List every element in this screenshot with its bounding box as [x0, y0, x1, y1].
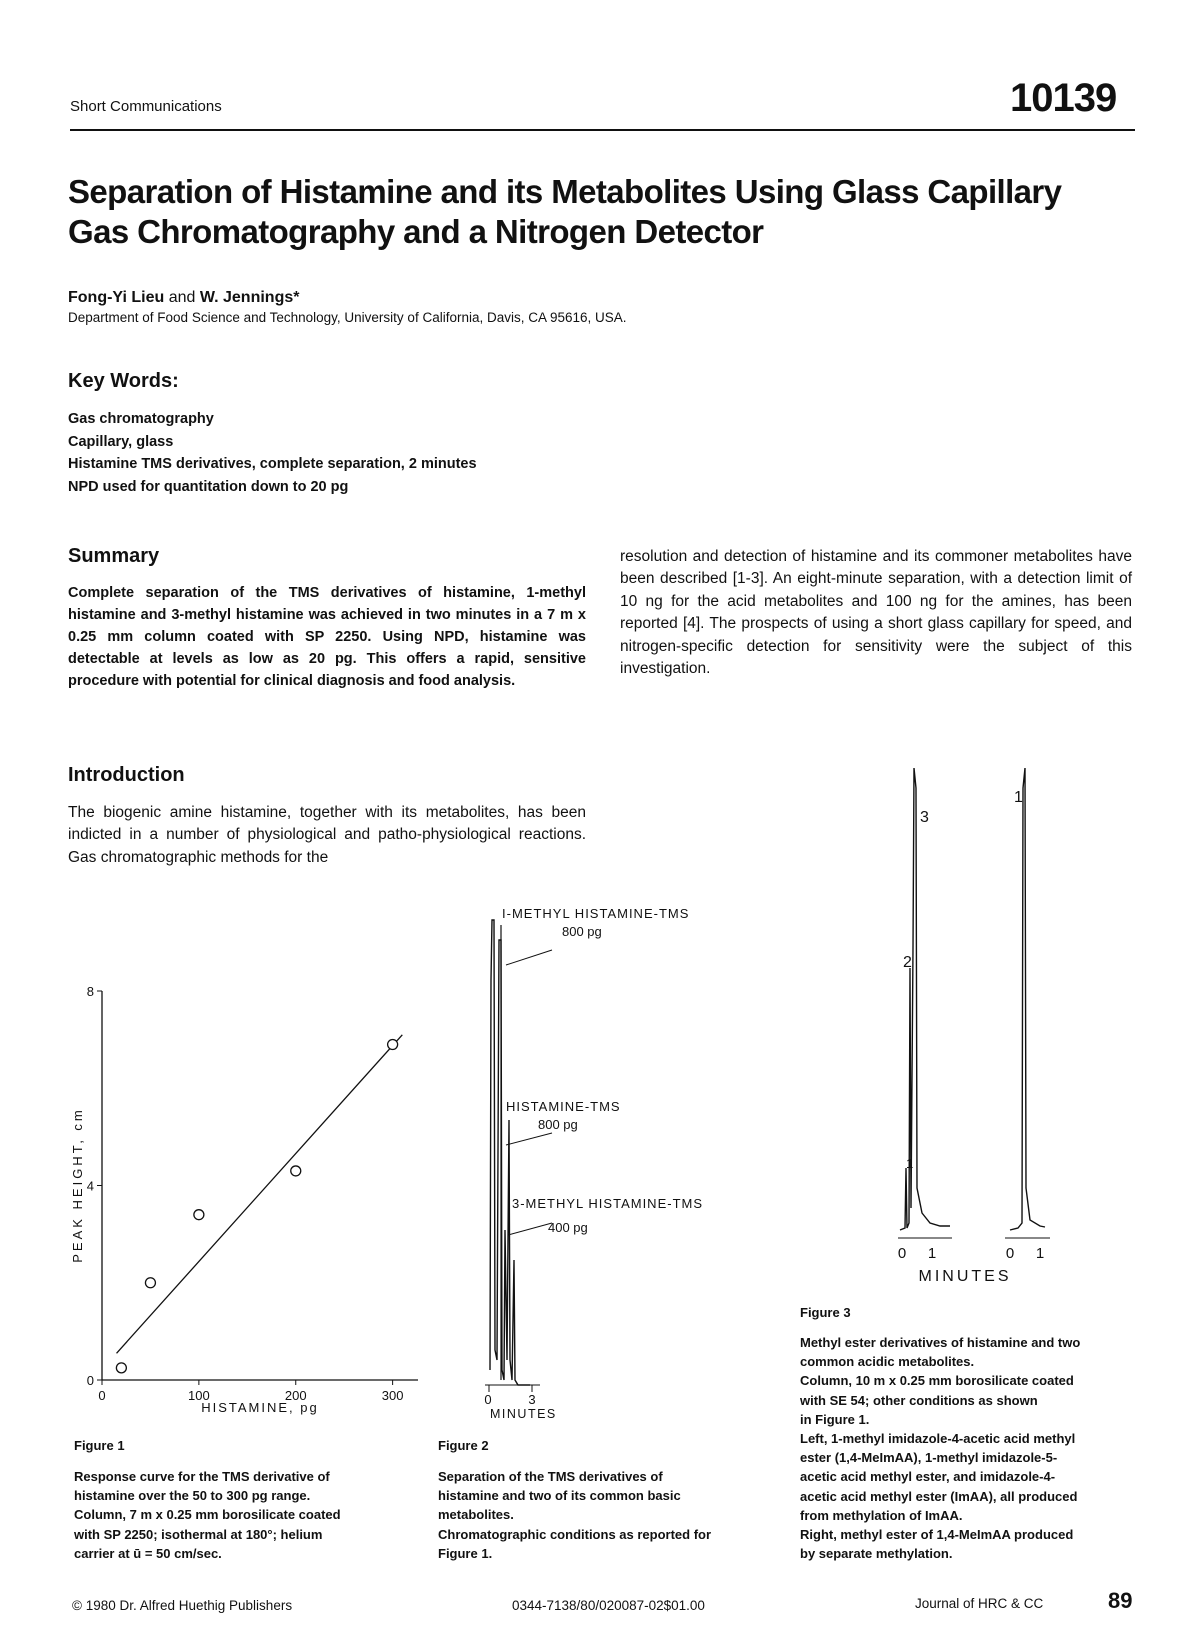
keyword-item: Histamine TMS derivatives, complete separation, 2 minutes	[68, 456, 477, 472]
affiliation: Department of Food Science and Technology, University of California, Davis, CA 95616, USA.	[68, 310, 627, 325]
running-header: Short Communications	[70, 98, 222, 115]
keyword-item: Gas chromatography	[68, 411, 214, 427]
figure-1-chart	[60, 975, 430, 1415]
chromatogram-trace-right	[1010, 768, 1045, 1230]
figure-3-label: Figure 3	[800, 1305, 851, 1320]
figure-3-chromatograms	[880, 768, 1080, 1298]
x-axis-label: HISTAMINE, pg	[201, 1400, 319, 1415]
annotation-arrow	[508, 1223, 552, 1235]
data-point	[291, 1166, 301, 1176]
footer-code: 0344-7138/80/020087-02$01.00	[512, 1598, 705, 1613]
peak-label: 3	[920, 809, 929, 826]
x-tick-label: 0	[484, 1392, 492, 1407]
x-axis-label: MINUTES	[490, 1407, 557, 1420]
introduction-heading: Introduction	[68, 764, 185, 786]
caption-line: Methyl ester derivatives of histamine and two	[800, 1335, 1081, 1350]
figure-3-caption	[800, 1333, 1140, 1563]
title-line-1: Separation of Histamine and its Metabolites Using Glass Capillary	[68, 173, 1062, 210]
data-point	[194, 1210, 204, 1220]
caption-line: acetic acid methyl ester (ImAA), all produced	[800, 1488, 1078, 1504]
caption-line: carrier at ū = 50 cm/sec.	[74, 1545, 222, 1561]
figure-1-label: Figure 1	[74, 1438, 125, 1453]
annotation-arrow	[506, 950, 552, 965]
caption-line: Figure 1.	[438, 1545, 493, 1561]
author-1: Fong-Yi Lieu	[68, 289, 165, 306]
x-tick-label: 200	[284, 1388, 307, 1403]
x-tick-label: 0	[897, 1245, 907, 1262]
summary-heading: Summary	[68, 545, 160, 567]
authors	[68, 289, 299, 307]
caption-line: common acidic metabolites.	[800, 1354, 975, 1370]
figure-2-label: Figure 2	[438, 1438, 489, 1453]
peak-label: 1	[906, 1156, 914, 1171]
caption-line: by separate methylation.	[800, 1546, 953, 1562]
right-column-text: resolution and detection of histamine and its commoner metabolites have been described [1-3]. An eight-minute separation, with a detection limit of 10 ng for the acid metabolites and 100 ng for the amines, has been reported [4]. The prospects of using a short glass capillary for speed, and nitrogen-specific detection for sensitivity were the subject of this investigation.	[620, 548, 1132, 678]
caption-line: ester (1,4-MeImAA), 1-methyl imidazole-5-	[800, 1450, 1058, 1466]
fit-line	[117, 1035, 403, 1353]
peak-annotation-line1: I-METHYL HISTAMINE-TMS	[502, 906, 690, 921]
peak-label: 2	[903, 954, 912, 971]
y-tick-label: 4	[86, 1178, 94, 1194]
caption-line: histamine over the 50 to 300 pg range.	[74, 1488, 311, 1504]
data-point	[116, 1363, 126, 1373]
peak-annotation-line2: 400 pg	[548, 1220, 588, 1235]
keywords-heading: Key Words:	[68, 370, 179, 392]
keywords-list	[68, 408, 477, 498]
peak-annotation-line2: 800 pg	[538, 1117, 578, 1132]
y-axis-label: PEAK HEIGHT, cm	[70, 1107, 85, 1263]
caption-line: with SE 54; other conditions as shown	[800, 1392, 1038, 1408]
caption-line: Chromatographic conditions as reported for	[438, 1526, 712, 1542]
peak-annotation-line2: 800 pg	[562, 924, 602, 939]
y-tick-label: 0	[86, 1373, 94, 1388]
caption-line: metabolites.	[438, 1507, 514, 1523]
caption-line: acetic acid methyl ester, and imidazole-4-	[800, 1469, 1056, 1485]
footer-copyright: © 1980 Dr. Alfred Huethig Publishers	[72, 1598, 293, 1613]
x-tick-label: 0	[98, 1388, 106, 1403]
keyword-item: NPD used for quantitation down to 20 pg	[68, 478, 349, 495]
x-axis-label: MINUTES	[918, 1268, 1012, 1285]
figure-2-chromatogram	[470, 880, 760, 1420]
keyword-item: Capillary, glass	[68, 433, 174, 450]
caption-line: Right, methyl ester of 1,4-MeImAA produced	[800, 1527, 1074, 1543]
figure-2-caption	[438, 1467, 778, 1563]
data-point	[145, 1278, 155, 1288]
summary-text: Complete separation of the TMS derivatives of histamine, 1-methyl histamine and 3-methyl histamine was achieved in two minutes in a 7 m x 0.25 mm column coated with SP 2250. Using NPD, histamine was detectable at levels as low as 20 pg. This offers a rapid, sensitive procedure with potential for clinical diagnosis and food analysis.	[68, 585, 586, 689]
caption-line: histamine and two of its common basic	[438, 1488, 681, 1504]
introduction-text: The biogenic amine histamine, together with its metabolites, has been indicted in a number of physiological and patho-physiological reactions. Gas chromatographic methods for the	[68, 804, 586, 866]
x-tick-label: 0	[1005, 1245, 1015, 1262]
page-number: 89	[1108, 1588, 1133, 1613]
caption-line: Response curve for the TMS derivative of	[74, 1469, 330, 1484]
caption-line: in Figure 1.	[800, 1411, 870, 1427]
caption-line: from methylation of ImAA.	[800, 1507, 963, 1523]
x-tick-label: 1	[1035, 1245, 1045, 1262]
figure-1-caption	[74, 1467, 434, 1563]
peak-label: 1	[1014, 789, 1023, 806]
y-tick-label: 8	[86, 984, 94, 999]
authors-and: and	[168, 289, 196, 306]
peak-annotation-line1: 3-METHYL HISTAMINE-TMS	[512, 1196, 704, 1211]
x-tick-label: 300	[381, 1388, 404, 1403]
caption-line: Separation of the TMS derivatives of	[438, 1469, 663, 1484]
header-rule	[70, 129, 1135, 131]
caption-line: Column, 10 m x 0.25 mm borosilicate coated	[800, 1373, 1074, 1389]
author-2: W. Jennings*	[199, 289, 300, 306]
caption-line: with SP 2250; isothermal at 180°; helium	[74, 1526, 323, 1542]
data-point	[388, 1039, 398, 1049]
chromatogram-trace	[490, 920, 530, 1385]
article-title	[68, 172, 1148, 252]
peak-annotation-line1: HISTAMINE-TMS	[506, 1099, 621, 1114]
article-number: 10139	[1010, 76, 1117, 120]
caption-line: Left, 1-methyl imidazole-4-acetic acid methyl	[800, 1431, 1076, 1447]
x-tick-label: 100	[188, 1388, 210, 1403]
annotation-arrow	[506, 1133, 552, 1145]
x-tick-label: 1	[927, 1245, 937, 1262]
footer-journal: Journal of HRC & CC	[915, 1596, 1044, 1611]
x-tick-label: 3	[528, 1392, 536, 1407]
caption-line: Column, 7 m x 0.25 mm borosilicate coated	[74, 1507, 341, 1523]
title-line-2: Gas Chromatography and a Nitrogen Detector	[68, 213, 764, 250]
